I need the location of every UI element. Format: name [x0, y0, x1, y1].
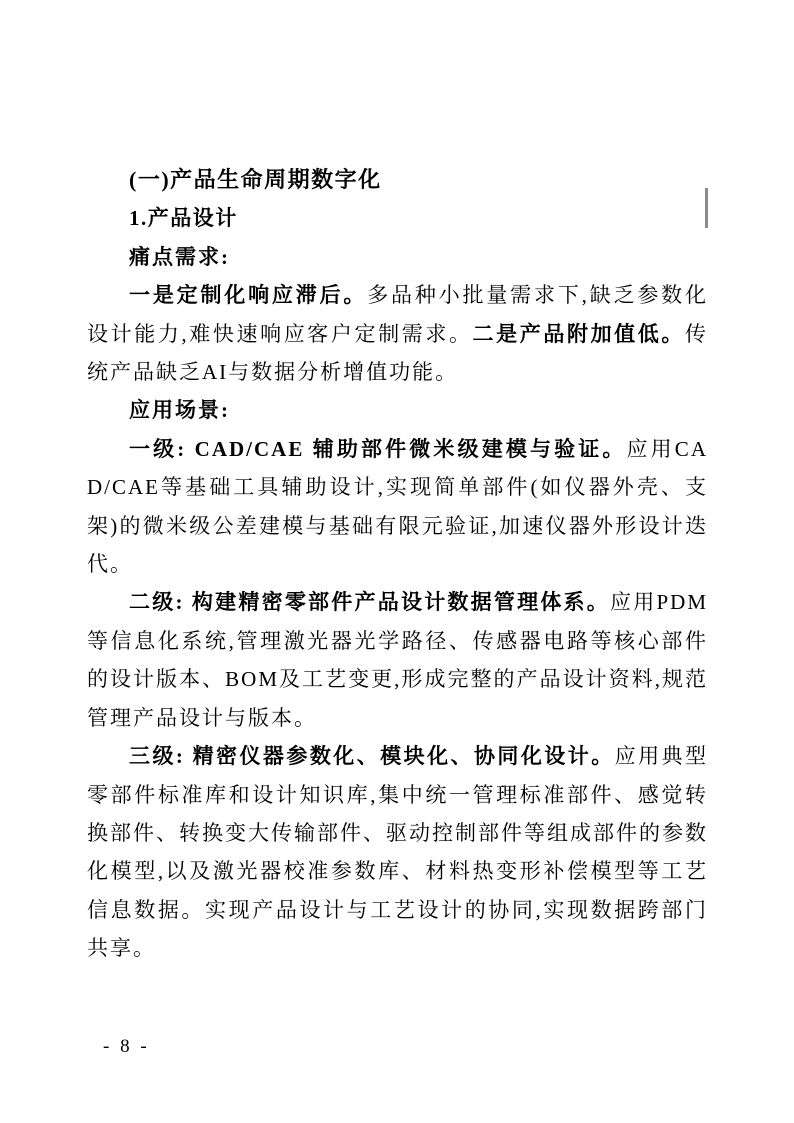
text-run: 应用CAD/CAE等基础工具辅助设计,实现简单部件(如仪器外壳、支架)的微米级公差建模与基础有限元验证,加速仪器外形设计迭代。 — [87, 436, 708, 577]
heading1 — [87, 161, 708, 199]
document-body — [87, 161, 708, 968]
text-run: 传统产品缺乏AI与数据分析增值功能。 — [87, 321, 708, 385]
heading2 — [87, 199, 708, 237]
text-run: 1.产品设计 — [129, 206, 238, 231]
text-run: 二级: 构建精密零部件产品设计数据管理体系。 — [129, 590, 611, 615]
text-run: 应用典型零部件标准库和设计知识库,集中统一管理标准部件、感觉转换部件、转换变大传输部件、驱动控制部件等组成部件的参数化模型,以及激光器校准参数库、材料热变形补偿模型等工艺信息数据。实现产品设计与工艺设计的协同,实现数据跨部门共享。 — [87, 744, 708, 961]
text-run: 应用PDM等信息化系统,管理激光器光学路径、传感器电路等核心部件的设计版本、BOM及工艺变更,形成完整的产品设计资料,规范管理产品设计与版本。 — [87, 590, 708, 730]
text-run: (一)产品生命周期数字化 — [129, 167, 382, 192]
paragraph — [87, 583, 708, 737]
paragraph — [87, 391, 708, 429]
text-run: 三级: 精密仪器参数化、模块化、协同化设计。 — [129, 744, 615, 769]
page-number: - 8 - — [103, 1036, 150, 1057]
paragraph — [87, 276, 708, 391]
text-run: 一级: CAD/CAE 辅助部件微米级建模与验证。 — [129, 436, 627, 461]
paragraph — [87, 430, 708, 584]
text-run: 多品种小批量需求下,缺乏参数化设计能力,难快速响应客户定制需求。 — [87, 283, 709, 346]
paragraph — [87, 737, 708, 967]
text-run: 二是产品附加值低。 — [472, 321, 685, 346]
text-run: 一是定制化响应滞后。 — [129, 283, 368, 308]
text-run: 应用场景: — [129, 398, 230, 423]
revision-bar — [705, 188, 708, 228]
paragraph — [87, 238, 708, 276]
text-run: 痛点需求: — [129, 244, 230, 269]
